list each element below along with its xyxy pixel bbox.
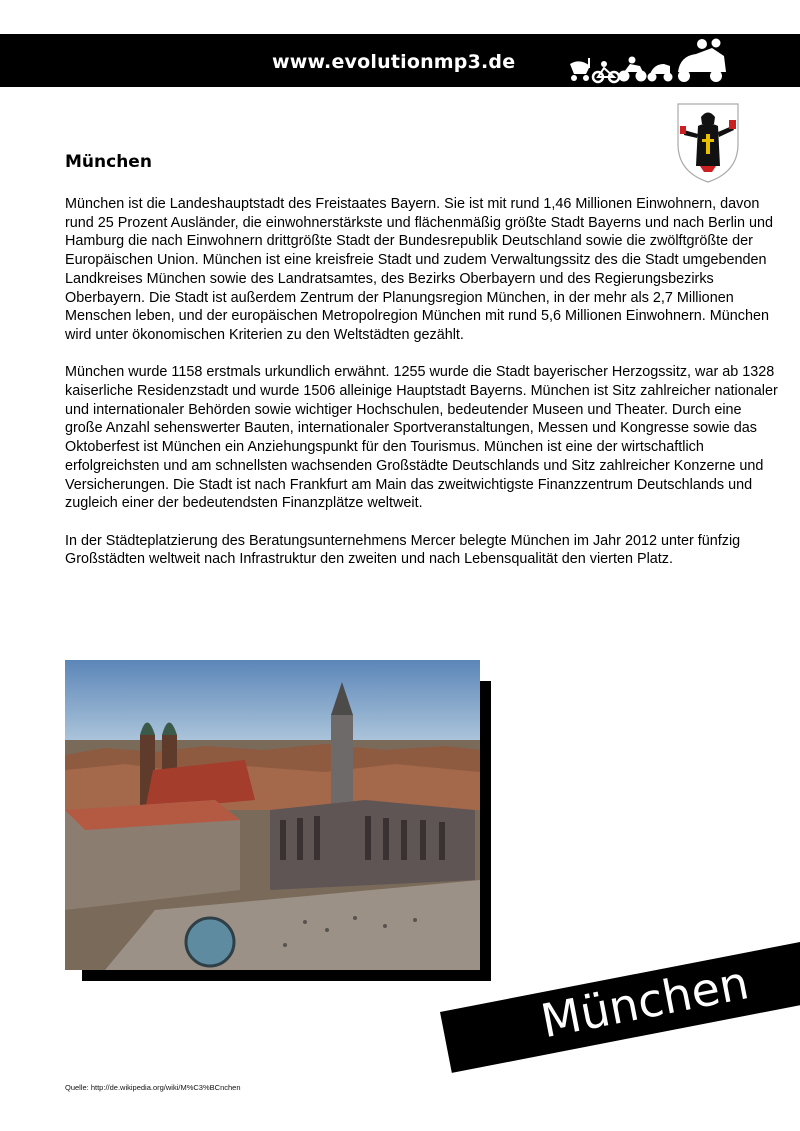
banner-text: München xyxy=(536,955,753,1049)
munich-marienplatz-aerial-photo xyxy=(65,660,480,970)
article-body xyxy=(65,195,780,588)
paragraph: In der Städteplatzierung des Beratungsunternehmens Mercer belegte München im Jahr 2012 unter fünfzig Großstädten weltweit nach Infrastruktur den zweiten und nach Lebensqualität den vierten Platz. xyxy=(65,532,741,568)
vehicles-silhouettes-icon xyxy=(566,38,732,84)
munich-coat-of-arms-icon xyxy=(674,100,742,184)
page-title: München xyxy=(65,152,152,172)
city-name-banner xyxy=(440,932,800,1073)
paragraph: München wurde 1158 erstmals urkundlich erwähnt. 1255 wurde die Stadt bayerischer Herzogssitz, war ab 1328 kaiserliche Residenzstadt und wurde 1506 alleinige Hauptstadt Bayerns. München ist Sitz zahlreicher nationaler und internationaler Behörden sowie wichtiger Hochschulen, bedeutender Museen und Theater. Durch eine große Anzahl sehenswerter Bauten, internationaler Sportveranstaltungen, Messen und Kongresse sowie das Oktoberfest ist München ein Anziehungspunkt für den Tourismus. München ist eine der wirtschaftlich erfolgreichsten und am schnellsten wachsenden Großstädte Deutschlands und Sitz zahlreicher Konzerne und Versicherungen. Die Stadt ist nach Frankfurt am Main das zweitwichtigste Finanzzentrum Deutschlands und zugleich einer der bedeutendsten Finanzplätze weltweit. xyxy=(65,364,778,512)
source-note: Quelle: http://de.wikipedia.org/wiki/M%C3%BCnchen xyxy=(65,1083,241,1092)
paragraph: München ist die Landeshauptstadt des Freistaates Bayern. Sie ist mit rund 1,46 Millionen Einwohnern, davon rund 25 Prozent Ausländer, die einwohnerstärkste und flächenmäßig größte Stadt Bayerns und nach Berlin und Hamburg die nach Einwohnern drittgrößte Stadt der Bundesrepublik Deutschland sowie die zwölftgrößte der Europäischen Union. München ist eine kreisfreie Stadt und zudem Verwaltungssitz des die Stadt umgebenden Landkreises München sowie des Landratsamtes, des Bezirks Oberbayern und des Regierungsbezirks Oberbayern. Die Stadt ist außerdem Zentrum der Planungsregion München, in der mehr als 2,7 Millionen Menschen leben, und der europäischen Metropolregion München mit rund 5,6 Millionen Einwohnern. München wird unter ökonomischen Kriterien zu den Weltstädten gezählt. xyxy=(65,196,773,343)
header-bar xyxy=(0,34,800,87)
site-url[interactable]: www.evolutionmp3.de xyxy=(272,51,516,73)
